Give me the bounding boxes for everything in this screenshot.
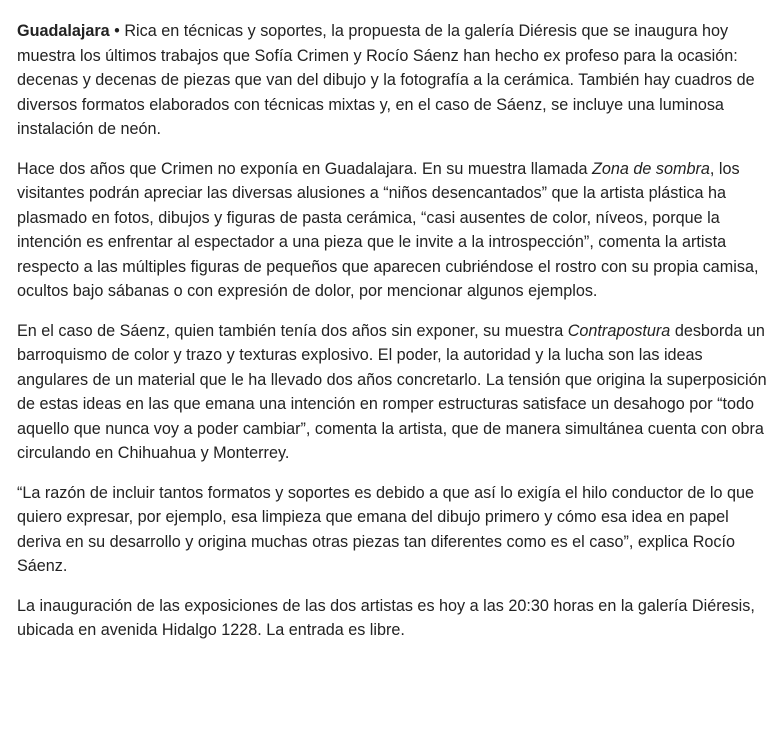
paragraph-4: “La razón de incluir tantos formatos y soportes es debido a que así lo exigía el hilo conductor de lo que quiero expresar, por ejemplo, esa limpieza que emana del dibujo primero y cómo esa idea en papel deriva en su desarrollo y origina muchas otras piezas tan diferentes como es el caso”, explica Rocío Sáenz. <box>17 483 754 575</box>
bullet-separator: • <box>109 22 125 40</box>
paragraph-3 <box>17 319 767 466</box>
paragraph-1 <box>17 19 767 142</box>
dateline: Guadalajara <box>17 22 110 40</box>
paragraph-1-text: Rica en técnicas y soportes, la propuesta de la galería Diéresis que se inaugura hoy muestra los últimos trabajos que Sofía Crimen y Rocío Sáenz han hecho ex profeso para la ocasión: decenas y decenas de piezas que van del dibujo y la fotografía a la cerámica. También hay cuadros de diversos formatos elaborados con técnicas mixtas y, en el caso de Sáenz, se incluye una luminosa instalación de neón. <box>17 22 755 138</box>
exhibition-title-contrapostura: Contrapostura <box>567 321 671 340</box>
paragraph-3-text-before: En el caso de Sáenz, quien también tenía dos años sin exponer, su muestra <box>17 321 568 340</box>
exhibition-title-zona-de-sombra: Zona de sombra <box>592 159 710 178</box>
paragraph-2-text-after: , los visitantes podrán apreciar las diversas alusiones a “niños desencantados” que la artista plástica ha plasmado en fotos, dibujos y figuras de pasta cerámica, “casi ausentes de color, níveos, porque la intención es enfrentar al espectador a una pieza que le invite a la introspección”, comenta la artista respecto a las múltiples figuras de pequeños que aparecen cubriéndose el rostro con su propia camisa, ocultos bajo sábanas o con expresión de dolor, por mencionar algunos ejemplos. <box>17 159 759 300</box>
paragraph-3-text-after: desborda un barroquismo de color y trazo y texturas explosivo. El poder, la autoridad y la lucha son las ideas angulares de un material que le ha llevado dos años concretarlo. La tensión que origina la superposición de estas ideas en las que emana una intención en romper estructuras satisface un desahogo por “todo aquello que nunca voy a poder cambiar”, comenta la artista, que de manera simultánea cuenta con obra circulando en Chihuahua y Monterrey. <box>17 321 767 462</box>
paragraph-5: La inauguración de las exposiciones de las dos artistas es hoy a las 20:30 horas en la galería Diéresis, ubicada en avenida Hidalgo 1228. La entrada es libre. <box>17 596 755 639</box>
paragraph-2-text-before: Hace dos años que Crimen no exponía en Guadalajara. En su muestra llamada <box>17 159 592 178</box>
paragraph-2 <box>17 157 767 304</box>
